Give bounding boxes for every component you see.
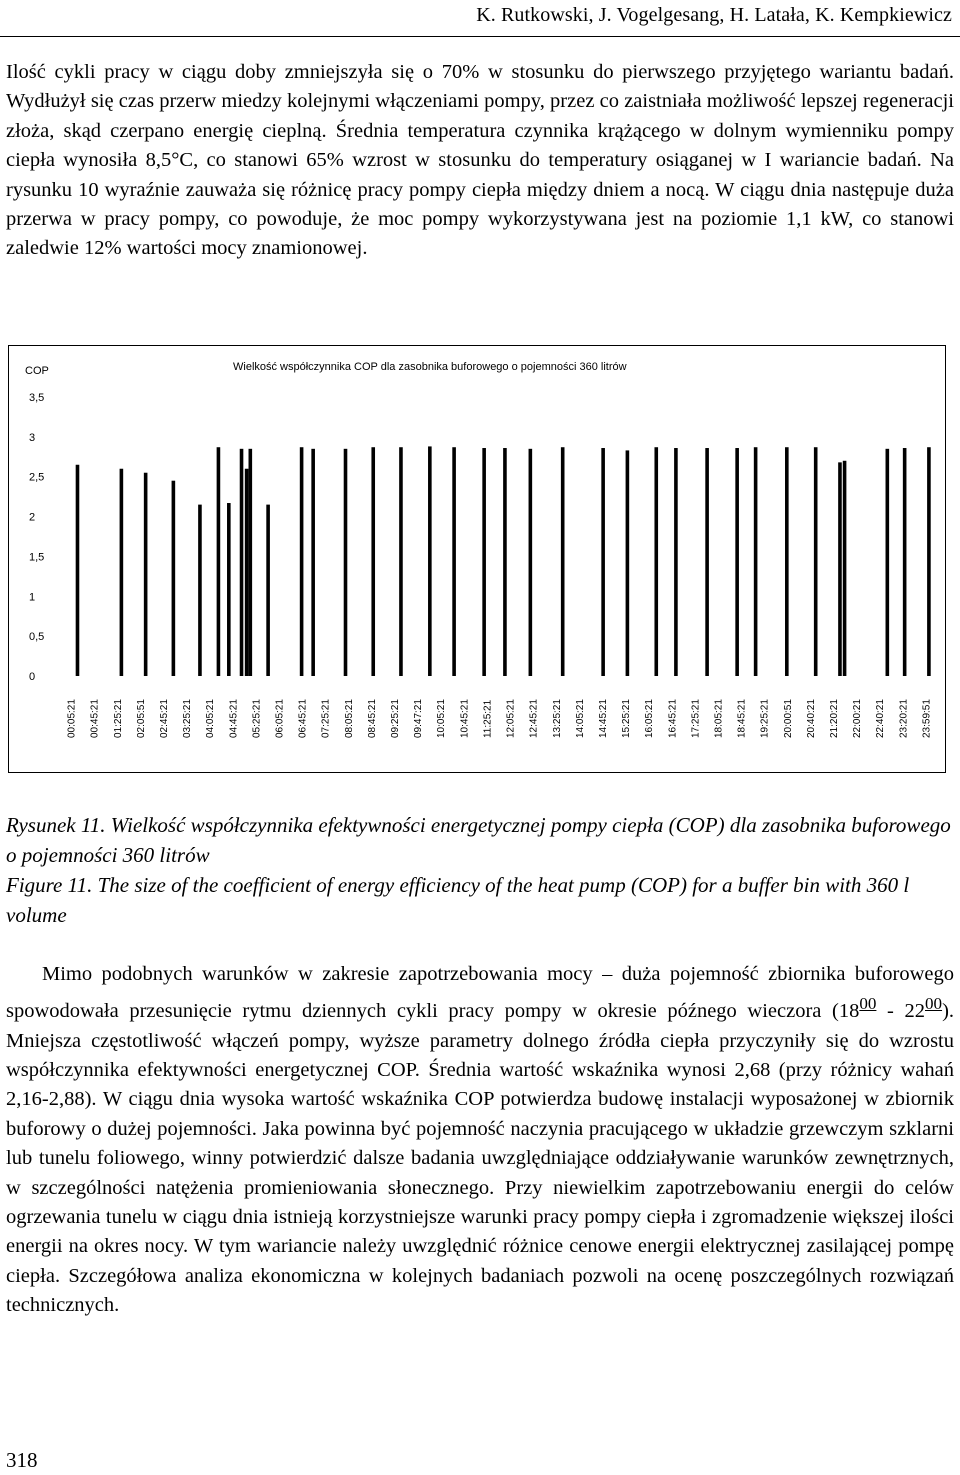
x-tick-label: 07:25:21 bbox=[320, 699, 332, 738]
cop-bar bbox=[371, 447, 375, 676]
caption-en: Figure 11. The size of the coefficient of energy efficiency of the heat pump (COP) for a buffer bin with 360 l volume bbox=[6, 873, 910, 927]
header-rule bbox=[0, 36, 960, 37]
x-tick-label: 22:40:21 bbox=[875, 699, 887, 738]
x-tick-label: 04:05:21 bbox=[205, 699, 217, 738]
x-tick-label: 20:40:21 bbox=[805, 699, 817, 738]
x-tick-label: 10:45:21 bbox=[459, 699, 471, 738]
cop-bar bbox=[814, 447, 818, 676]
caption-pl: Rysunek 11. Wielkość współczynnika efektywności energetycznej pompy ciepła (COP) dla zasobnika buforowego o pojemności 360 litrów bbox=[6, 813, 951, 867]
x-tick-label: 00:05:21 bbox=[66, 699, 78, 738]
cop-bar bbox=[601, 448, 605, 676]
cop-bar bbox=[249, 449, 253, 676]
y-tick-label: 0,5 bbox=[29, 631, 45, 644]
x-tick-label: 08:05:21 bbox=[343, 699, 355, 738]
x-tick-label: 06:45:21 bbox=[297, 699, 309, 738]
cop-bar bbox=[344, 449, 348, 676]
superscript-hour-end: 00 bbox=[924, 994, 943, 1014]
paragraph-2-part1: Mimo podobnych warunków w zakresie zapotrzebowania mocy – duża pojemność zbiornika buforowego spowodowała przesunięcie rytmu dziennych cykli pracy pompy w okresie późnego wieczora (18 bbox=[6, 963, 954, 1023]
x-tick-label: 23:59:51 bbox=[921, 699, 933, 738]
page-header: K. Rutkowski, J. Vogelgesang, H. Latała, K. Kempkiewicz bbox=[476, 4, 952, 26]
y-tick-label: 0 bbox=[29, 671, 36, 683]
cop-bar bbox=[654, 447, 658, 676]
cop-bar bbox=[198, 505, 202, 676]
paragraph-2-part2: - 22 bbox=[876, 1000, 925, 1023]
cop-bar bbox=[561, 447, 565, 676]
cop-bar bbox=[482, 448, 486, 676]
cop-bar bbox=[903, 448, 907, 676]
x-tick-label: 20:00:51 bbox=[782, 699, 794, 738]
cop-bar bbox=[785, 447, 789, 676]
x-tick-label: 03:25:21 bbox=[182, 699, 194, 738]
x-tick-label: 19:25:21 bbox=[759, 699, 771, 738]
x-tick-label: 15:25:21 bbox=[621, 699, 633, 738]
cop-bar bbox=[227, 503, 231, 676]
superscript-hour-start: 00 bbox=[859, 994, 877, 1014]
chart-title: Wielkość współczynnika COP dla zasobnika buforowego o pojemności 360 litrów bbox=[233, 361, 627, 373]
cop-chart-svg bbox=[9, 346, 945, 772]
cop-chart bbox=[8, 345, 946, 773]
y-tick-label: 2 bbox=[29, 511, 36, 524]
y-tick-label: 2,5 bbox=[29, 471, 45, 484]
x-tick-label: 16:05:21 bbox=[644, 699, 656, 738]
x-tick-label: 10:05:21 bbox=[436, 699, 448, 738]
chart-ylabel: COP bbox=[25, 365, 49, 377]
x-tick-label: 04:45:21 bbox=[228, 699, 240, 738]
y-tick-label: 1,5 bbox=[29, 551, 45, 564]
cop-bar bbox=[240, 449, 244, 676]
cop-bar bbox=[674, 448, 678, 676]
x-tick-label: 18:05:21 bbox=[713, 699, 725, 738]
cop-bar bbox=[172, 481, 176, 676]
x-tick-label: 13:25:21 bbox=[551, 699, 563, 738]
x-tick-label: 12:45:21 bbox=[528, 699, 540, 738]
y-tick-label: 3,5 bbox=[29, 392, 45, 404]
cop-bar bbox=[311, 449, 315, 676]
cop-bar bbox=[886, 449, 890, 676]
x-tick-label: 09:47:21 bbox=[413, 699, 425, 738]
cop-bar bbox=[626, 450, 630, 676]
x-tick-label: 02:45:21 bbox=[158, 699, 170, 738]
cop-bar bbox=[838, 462, 842, 676]
x-tick-label: 16:45:21 bbox=[667, 699, 679, 738]
cop-bar bbox=[300, 447, 304, 676]
cop-bar bbox=[399, 447, 403, 676]
figure-caption bbox=[6, 810, 954, 930]
paragraph-1: Ilość cykli pracy w ciągu doby zmniejszyła się o 70% w stosunku do pierwszego przyjętego wariantu badań. Wydłużył się czas przerw miedzy kolejnymi włączeniami pompy, przez co zaistniała możliwość lepszej regeneracji złoża, skąd czerpano energię cieplną. Średnia temperatura czynnika krążącego w dolnym wymienniku pompy ciepła wynosiła 8,5°C, co stanowi 65% wzrost w stosunku do temperatury osiąganej w I wariancie badań. Na rysunku 10 wyraźnie zauważa się różnicę pracy pompy ciepła między dniem a nocą. W ciągu dnia następuje duża przerwa w pracy pompy, co powoduje, że moc pompy wykorzystywana jest na poziomie 1,1 kW, co stanowi zaledwie 12% wartości mocy znamionowej. bbox=[6, 61, 954, 260]
x-tick-label: 05:25:21 bbox=[251, 699, 263, 738]
cop-bar bbox=[452, 447, 456, 676]
x-tick-label: 08:45:21 bbox=[366, 699, 378, 738]
x-tick-label: 14:05:21 bbox=[574, 699, 586, 738]
x-tick-label: 00:45:21 bbox=[89, 699, 101, 738]
page-number: 318 bbox=[6, 1448, 38, 1472]
paragraph-2-part3: ). Mniejsza częstotliwość włączeń pompy, wyższe parametry dolnego źródła ciepła przyczyniły się do wzrostu współczynnika efektywności energetycznej COP. Średnia wartość wskaźnika wynosi 2,68 (przy różnicy wahań 2,16-2,88). W ciągu dnia wysoka wartość wskaźnika COP potwierdza budowę instalacji wyposażonej w zbiornik buforowy o dużej pojemności. Jaka powinna być pojemność naczynia pracującego w układzie grzewczym szklarni lub tunelu foliowego, winny potwierdzić dalsze badania uwzględniające oddziaływanie warunków zewnętrznych, w szczególności natężenia promieniowania słonecznego. Przy niewielkim zapotrzebowaniu energii do celów ogrzewania tunelu w ciągu dnia istnieją korzystniejsze warunki pracy pompy ciepła i zgromadzenie większej ilości energii na okres nocy. W tym wariancie należy uwzględnić różnice cenowe energii elektrycznej zasilającej pompę ciepła. Szczegółowa analiza ekonomiczna w kolejnych badaniach pozwoli na ocenę poszczególnych rozwiązań technicznych. bbox=[6, 1000, 955, 1317]
cop-bar bbox=[735, 448, 739, 676]
cop-bar bbox=[144, 473, 148, 676]
cop-bar bbox=[76, 465, 80, 676]
cop-bar bbox=[754, 447, 758, 676]
cop-bar bbox=[503, 448, 507, 676]
y-tick-label: 1 bbox=[29, 591, 36, 604]
cop-bar bbox=[245, 469, 249, 676]
cop-bar bbox=[266, 505, 270, 676]
cop-bar bbox=[927, 447, 931, 676]
x-tick-label: 21:20:21 bbox=[829, 699, 841, 738]
x-tick-label: 06:05:21 bbox=[274, 699, 286, 738]
cop-bar bbox=[428, 446, 432, 676]
cop-bar bbox=[529, 449, 533, 676]
cop-bar bbox=[843, 461, 847, 676]
x-tick-label: 14:45:21 bbox=[597, 699, 609, 738]
x-tick-label: 01:25:21 bbox=[112, 699, 124, 738]
x-tick-label: 11:25:21 bbox=[482, 699, 494, 738]
cop-bar bbox=[705, 448, 709, 676]
x-tick-label: 12:05:21 bbox=[505, 699, 517, 738]
x-tick-label: 09:25:21 bbox=[390, 699, 402, 738]
paragraph-2 bbox=[6, 960, 954, 1321]
y-tick-label: 3 bbox=[29, 431, 36, 444]
cop-bar bbox=[120, 469, 124, 676]
x-tick-label: 22:00:21 bbox=[852, 699, 864, 738]
cop-bar bbox=[217, 447, 221, 676]
x-tick-label: 02:05:51 bbox=[135, 699, 147, 738]
x-tick-label: 18:45:21 bbox=[736, 699, 748, 738]
x-tick-label: 17:25:21 bbox=[690, 699, 702, 738]
x-tick-label: 23:20:21 bbox=[898, 699, 910, 738]
